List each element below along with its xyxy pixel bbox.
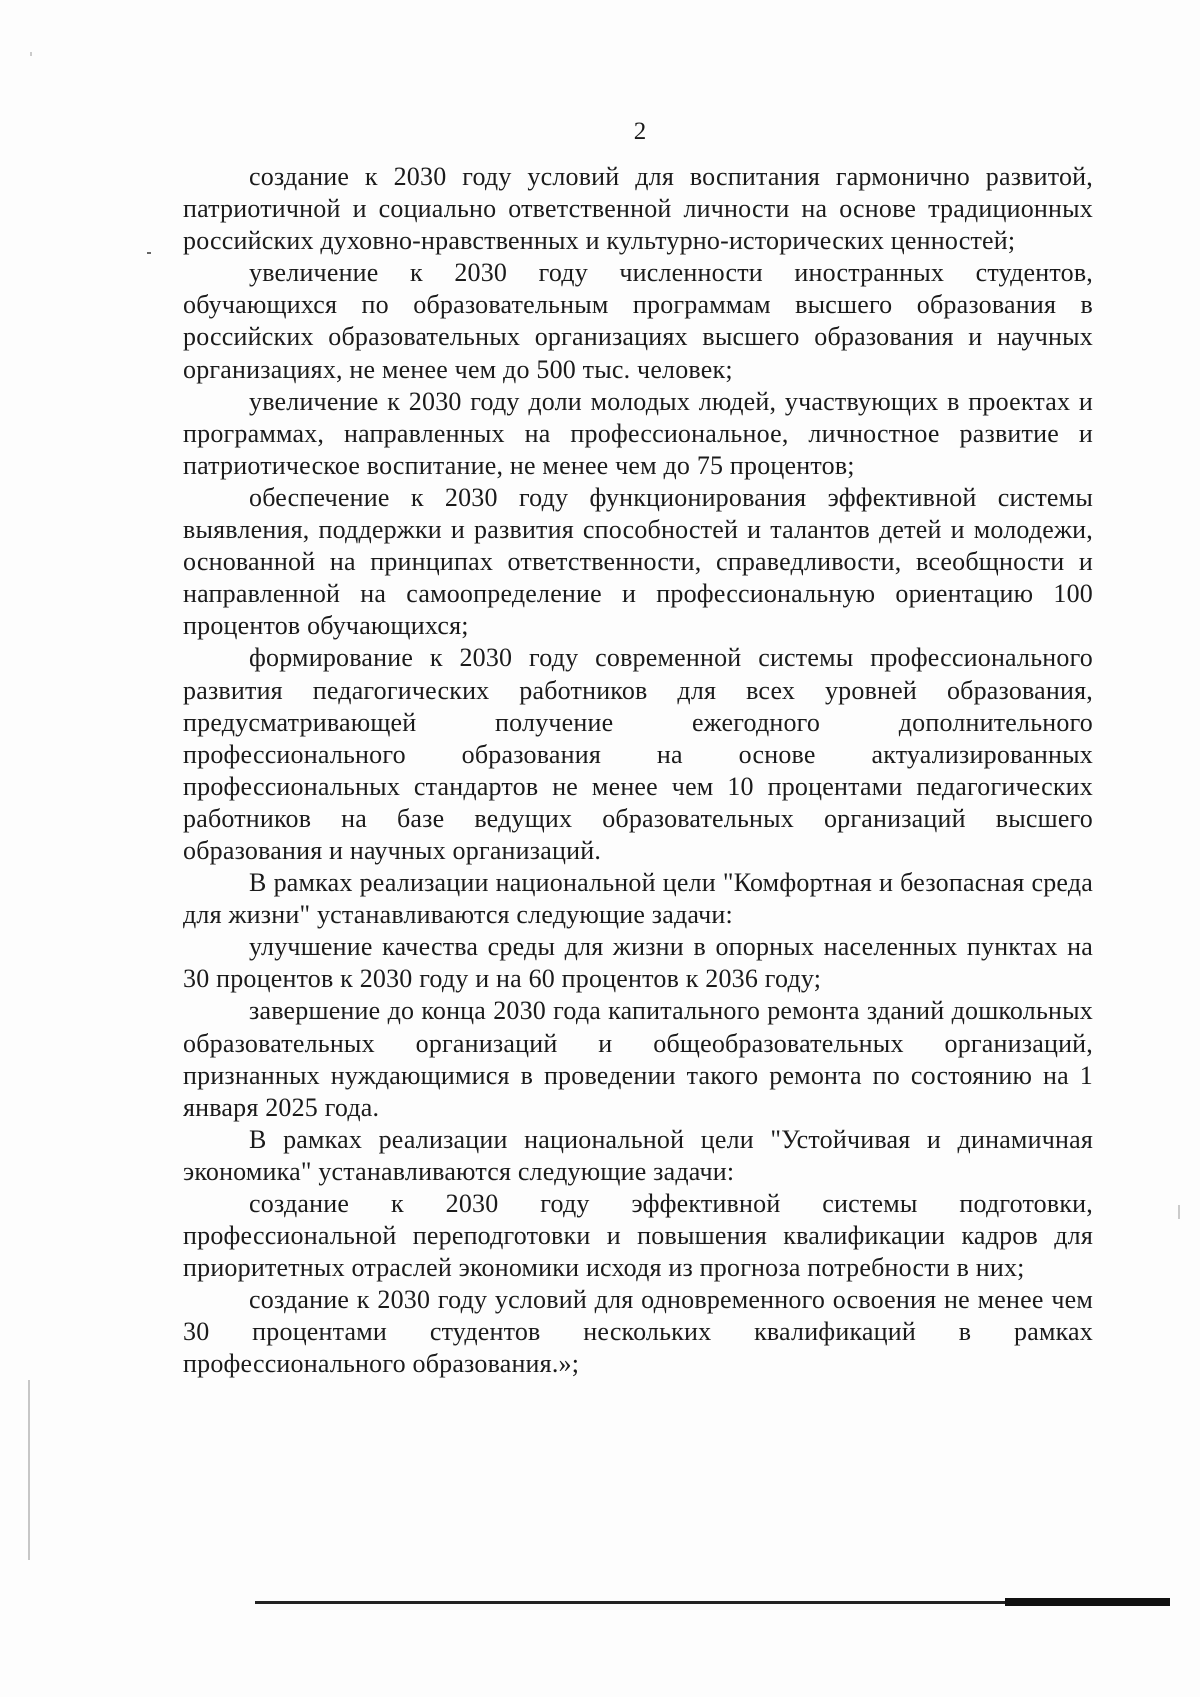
document-body	[183, 161, 1093, 1381]
scan-artifact-top-left	[30, 52, 32, 56]
paragraph: улучшение качества среды для жизни в опорных населенных пунктах на 30 процентов к 2030 году и на 60 процентов к 2036 году;	[183, 932, 1093, 994]
paragraph: завершение до конца 2030 года капитального ремонта зданий дошкольных образовательных организаций и общеобразовательных организаций, признанных нуждающимися в проведении такого ремонта по состоянию на 1 января 2025 года.	[183, 996, 1093, 1122]
paragraph: создание к 2030 году условий для одновременного освоения не менее чем 30 процентами студентов нескольких квалификаций в рамках профессионального образования.»;	[183, 1285, 1093, 1379]
paragraph: обеспечение к 2030 году функционирования эффективной системы выявления, поддержки и развития способностей и талантов детей и молодежи, основанной на принципах ответственности, справедливости, всеобщности и направленной на самоопределение и профессиональную ориентацию 100 процентов обучающихся;	[183, 482, 1093, 641]
scan-artifact-left	[28, 1380, 30, 1560]
paragraph: формирование к 2030 году современной системы профессионального развития педагогических работников для всех уровней образования, предусматривающей получение ежегодного дополнительного профессионального образования на основе актуализированных профессиональных стандартов не менее чем 10 процентами педагогических работников на базе ведущих образовательных организаций высшего образования и научных организаций.	[183, 643, 1093, 865]
paragraph: увеличение к 2030 году численности иностранных студентов, обучающихся по образовательным программам высшего образования в российских образовательных организациях высшего образования и научных организациях, не менее чем до 500 тыс. человек;	[183, 258, 1093, 384]
page-number: 2	[633, 118, 647, 145]
bottom-rule-heavy	[1005, 1598, 1170, 1606]
paragraph: создание к 2030 году эффективной системы подготовки, профессиональной переподготовки и повышения квалификации кадров для приоритетных отраслей экономики исходя из прогноза потребности в них;	[183, 1189, 1093, 1283]
paragraph: создание к 2030 году условий для воспитания гармонично развитой, патриотичной и социально ответственной личности на основе традиционных российских духовно-нравственных и культурно-исторических ценностей;	[183, 162, 1093, 256]
scan-artifact-dot	[147, 252, 151, 254]
paragraph: увеличение к 2030 году доли молодых людей, участвующих в проектах и программах, направленных на профессиональное, личностное развитие и патриотическое воспитание, не менее чем до 75 процентов;	[183, 386, 1093, 480]
paragraph: В рамках реализации национальной цели "Устойчивая и динамичная экономика" устанавливаются следующие задачи:	[183, 1124, 1093, 1186]
scan-artifact-right	[1178, 1205, 1180, 1219]
paragraph: В рамках реализации национальной цели "Комфортная и безопасная среда для жизни" устанавливаются следующие задачи:	[183, 868, 1093, 930]
